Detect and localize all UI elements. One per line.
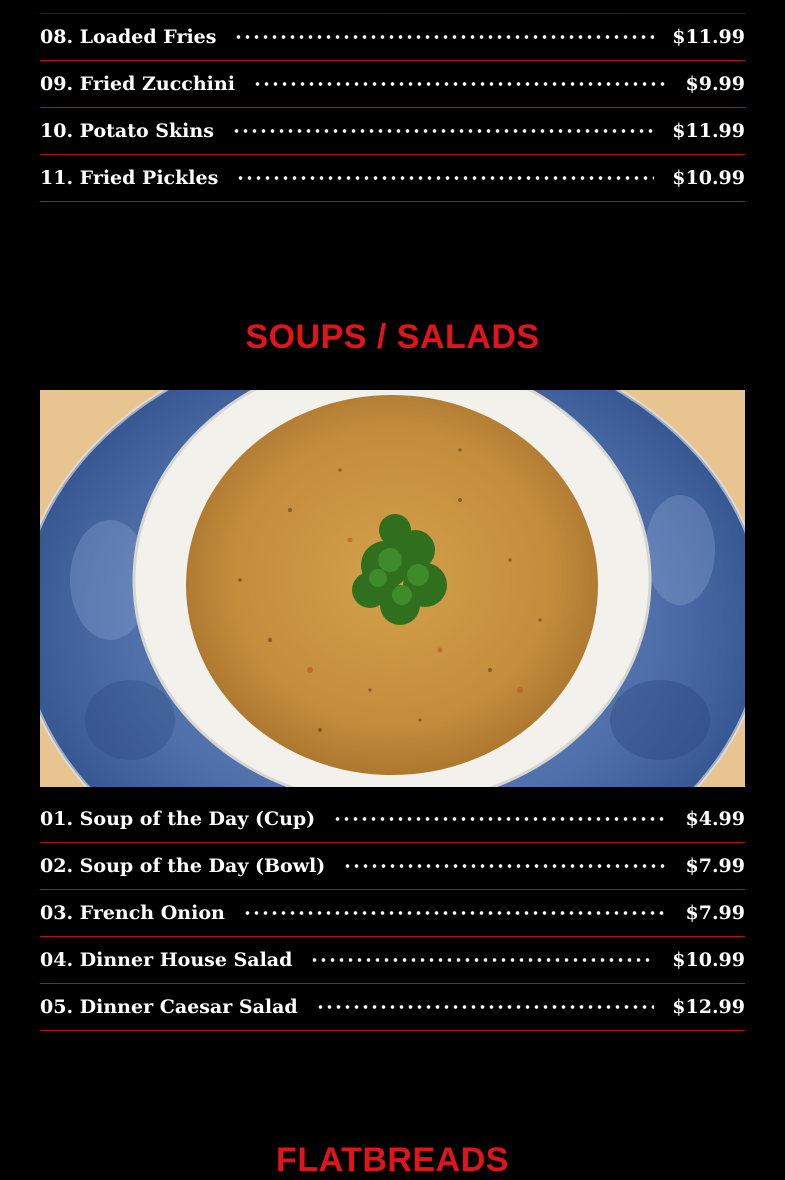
menu-item-price: $11.99 [672, 26, 745, 48]
menu-item-price: $7.99 [685, 855, 745, 877]
appetizer-menu-list [40, 0, 745, 202]
menu-item-row[interactable] [40, 984, 745, 1031]
menu-item-name [40, 0, 275, 1]
menu-item-row[interactable] [40, 890, 745, 937]
soups-salads-menu-list [40, 796, 745, 1031]
dot-leader [343, 864, 667, 868]
dot-leader [310, 958, 654, 962]
dot-leader [234, 35, 654, 39]
menu-item-row[interactable] [40, 14, 745, 61]
menu-item-name: 08. Loaded Fries [40, 26, 217, 48]
dot-leader [333, 817, 667, 821]
menu-item-name: 02. Soup of the Day (Bowl) [40, 855, 326, 877]
menu-item-row[interactable] [40, 843, 745, 890]
menu-item-name: 10. Potato Skins [40, 120, 214, 142]
section-title-flatbreads: FLATBREADS [276, 1141, 509, 1179]
soup-photo [40, 390, 745, 787]
menu-item-price: $10.99 [672, 949, 745, 971]
soup-bowl-image [40, 390, 745, 787]
menu-item-price: $10.99 [672, 167, 745, 189]
menu-item-price: $11.99 [672, 120, 745, 142]
menu-item-name: 11. Fried Pickles [40, 167, 219, 189]
menu-item-name: 03. French Onion [40, 902, 225, 924]
dot-leader [243, 911, 668, 915]
menu-item-row[interactable] [40, 0, 745, 14]
menu-item-row[interactable] [40, 155, 745, 202]
menu-item-price: $9.99 [685, 73, 745, 95]
menu-item-row[interactable] [40, 108, 745, 155]
menu-item-row[interactable] [40, 937, 745, 984]
menu-item-name: 05. Dinner Caesar Salad [40, 996, 298, 1018]
dot-leader [316, 1005, 655, 1009]
menu-item-name: 09. Fried Zucchini [40, 73, 235, 95]
dot-leader [253, 82, 668, 86]
menu-item-price: $7.99 [685, 902, 745, 924]
section-title-soups-salads: SOUPS / SALADS [245, 318, 540, 356]
menu-item-price: $12.99 [672, 996, 745, 1018]
menu-item-price [672, 0, 745, 1]
dot-leader [232, 129, 654, 133]
menu-item-row[interactable] [40, 61, 745, 108]
menu-item-name: 04. Dinner House Salad [40, 949, 293, 971]
dot-leader [236, 176, 654, 180]
menu-item-row[interactable] [40, 796, 745, 843]
menu-item-name: 01. Soup of the Day (Cup) [40, 808, 316, 830]
menu-item-price: $4.99 [685, 808, 745, 830]
